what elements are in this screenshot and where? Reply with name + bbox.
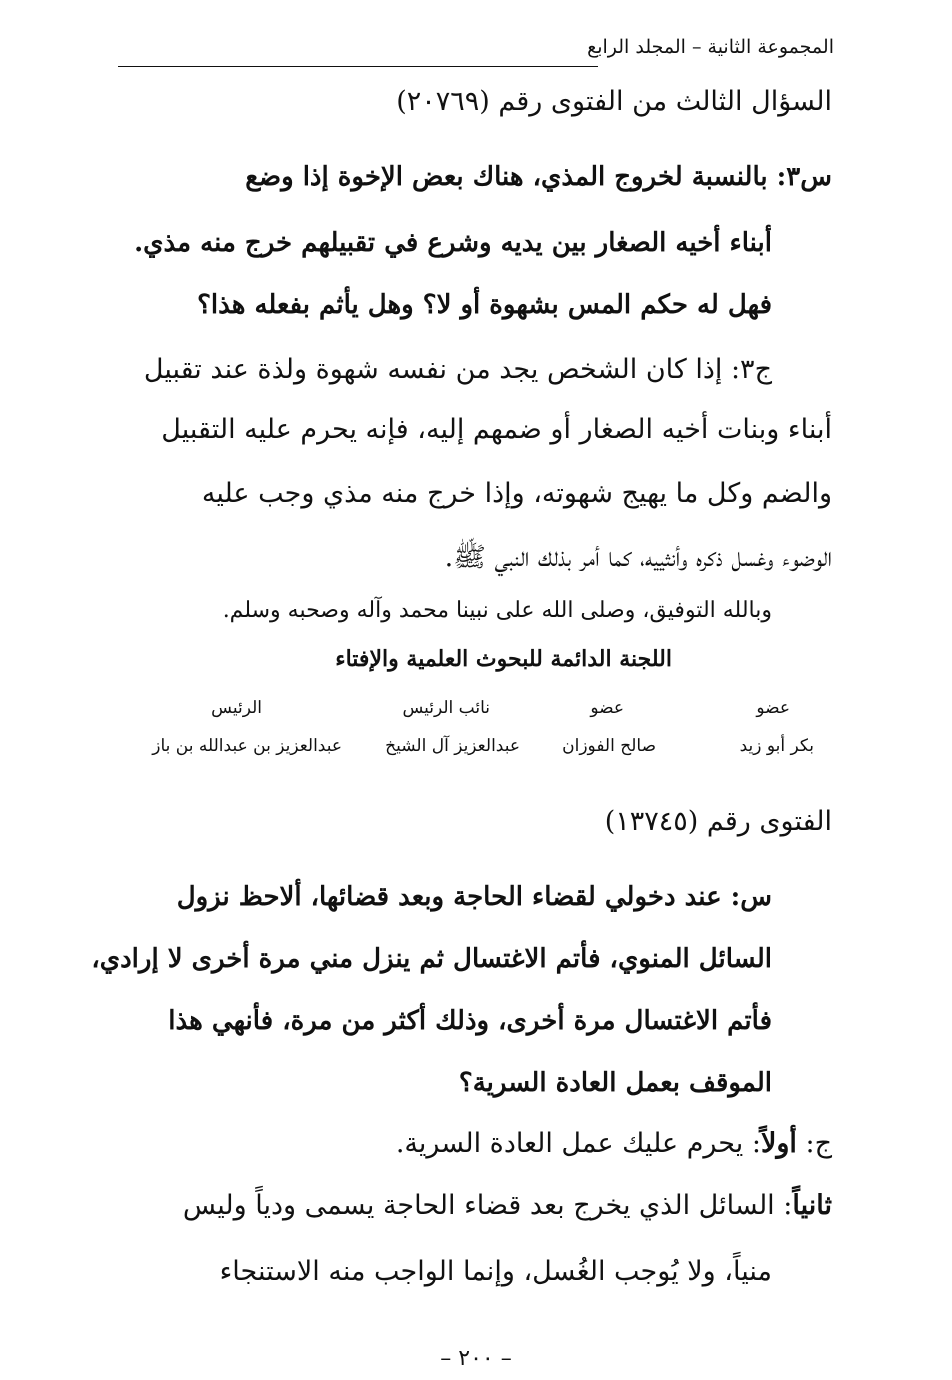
signatory-name: صالح الفوزان (562, 736, 656, 756)
signatory-role: الرئيس (211, 698, 262, 718)
second-text: : السائل الذي يخرج بعد قضاء الحاجة يسمى ودياً وليس (182, 1190, 793, 1221)
signatory-name: عبدالعزيز آل الشيخ (385, 736, 520, 756)
answer-line: والضم وكل ما يهيج شهوته، وإذا خرج منه مذي وجب عليه (201, 478, 832, 509)
answer-line: الوضوء وغسل ذكره وأنثييه، كما أمر بذلك النبي ﷺ. (444, 542, 832, 573)
signatory-role: نائب الرئيس (402, 698, 490, 718)
running-header: المجموعة الثانية – المجلد الرابع (587, 36, 834, 58)
signatory-name: بكر أبو زيد (739, 736, 814, 756)
answer-line: أبناء وبنات أخيه الصغار أو ضمهم إليه، فإنه يحرم عليه التقبيل (161, 414, 832, 445)
question-line: الموقف بعمل العادة السرية؟ (458, 1068, 772, 1098)
question-line: أبناء أخيه الصغار بين يديه وشرع في تقبيلهم خرج منه مذي. (134, 228, 772, 258)
signatory-role: عضو (590, 698, 624, 718)
answer-line (183, 1190, 832, 1221)
first-text: : يحرم عليك عمل العادة السرية. (395, 1128, 761, 1159)
answer-prefix: ج: (796, 1128, 832, 1159)
question-line: السائل المنوي، فأتم الاغتسال ثم ينزل مني مرة أخرى لا إرادي، (91, 944, 772, 974)
first-label: أولاً (760, 1128, 797, 1159)
fatwa-title: السؤال الثالث من الفتوى رقم (٢٠٧٦٩) (396, 86, 832, 117)
closing-line: وبالله التوفيق، وصلى الله على نبينا محمد وآله وصحبه وسلم. (222, 598, 772, 623)
header-rule (118, 66, 598, 67)
signatory-role: عضو (756, 698, 790, 718)
question-line: س: عند دخولي لقضاء الحاجة وبعد قضائها، ألاحظ نزول (176, 882, 772, 912)
question-line: س٣: بالنسبة لخروج المذي، هناك بعض الإخوة إذا وضع (245, 162, 832, 192)
fatwa-title: الفتوى رقم (١٣٧٤٥) (604, 806, 832, 837)
question-line: فأتم الاغتسال مرة أخرى، وذلك أكثر من مرة، فأنهي هذا (168, 1006, 772, 1036)
signatory-name: عبدالعزيز بن عبدالله بن باز (152, 736, 342, 756)
answer-line: منياً، ولا يُوجب الغُسل، وإنما الواجب منه الاستنجاء (219, 1256, 772, 1287)
second-label: ثانياً (792, 1190, 832, 1221)
question-line: فهل له حكم المس بشهوة أو لا؟ وهل يأثم بفعله هذا؟ (197, 290, 772, 320)
page-number: – ٢٠٠ – (440, 1346, 512, 1371)
answer-line (396, 1128, 832, 1159)
committee-name: اللجنة الدائمة للبحوث العلمية والإفتاء (335, 646, 672, 672)
answer-line: ج٣: إذا كان الشخص يجد من نفسه شهوة ولذة عند تقبيل (143, 354, 772, 385)
